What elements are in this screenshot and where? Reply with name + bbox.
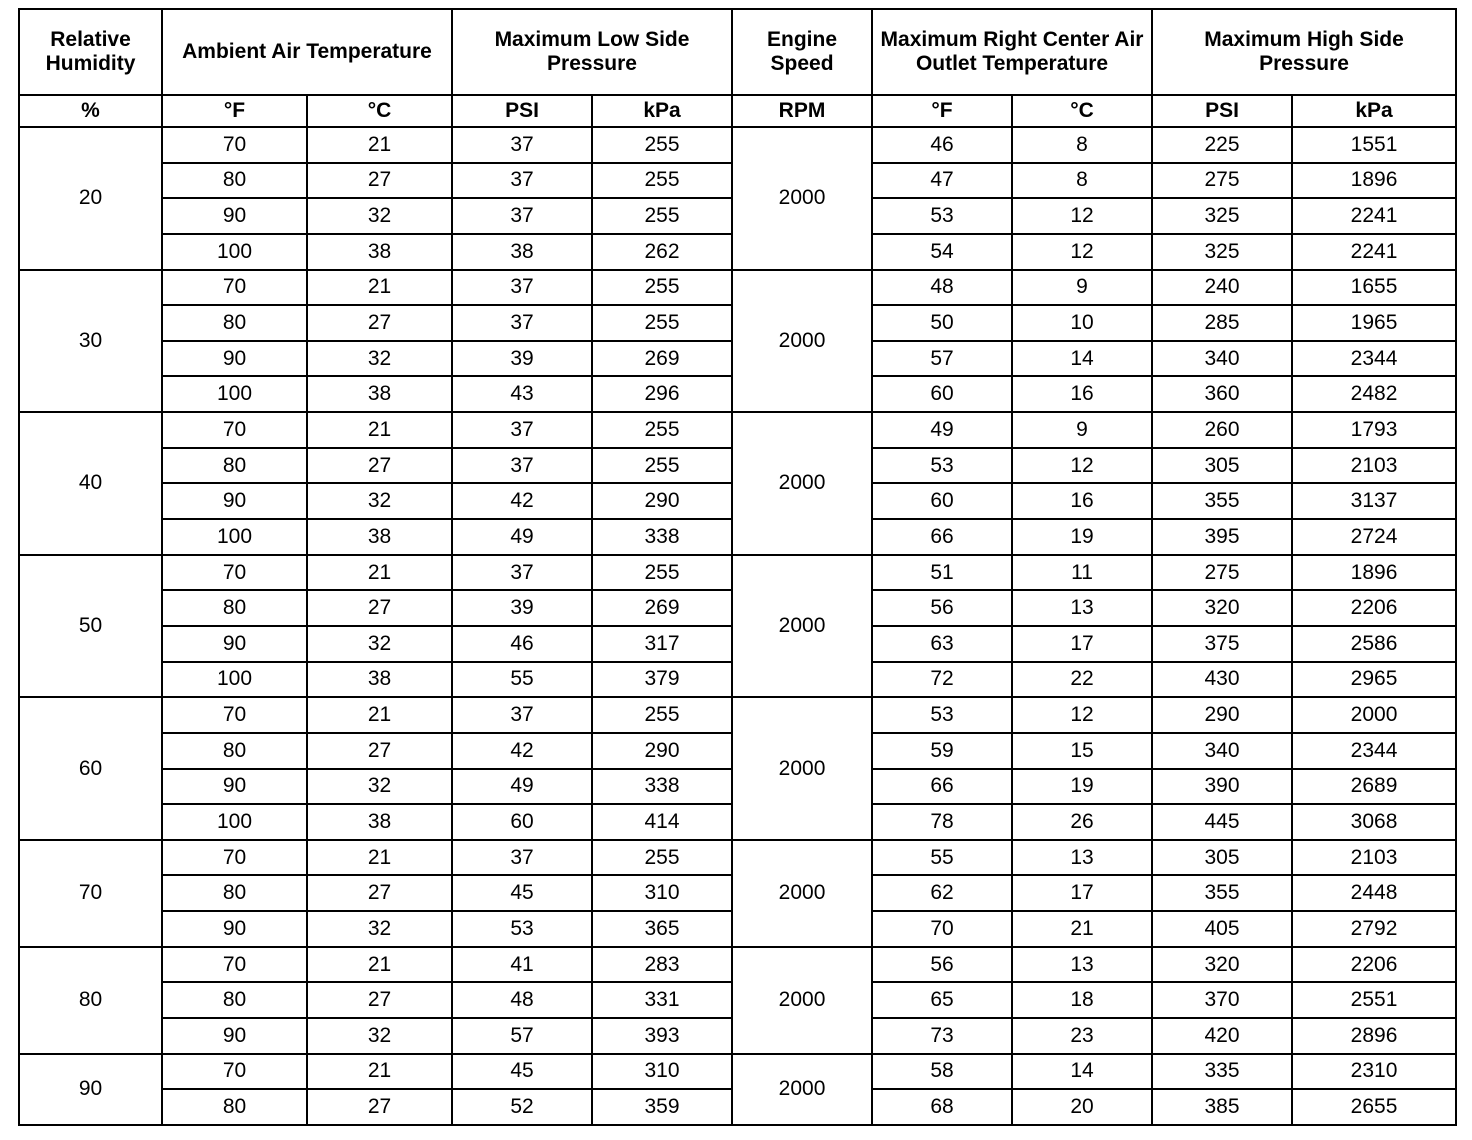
outlet-f-cell: 65 [872, 982, 1012, 1018]
outlet-f-cell: 59 [872, 733, 1012, 769]
outlet-c-cell: 12 [1012, 448, 1152, 484]
low-kpa-cell: 331 [592, 982, 732, 1018]
low-kpa-cell: 290 [592, 733, 732, 769]
low-kpa-cell: 365 [592, 911, 732, 947]
table-row [19, 555, 1456, 591]
low-psi-cell: 49 [452, 519, 592, 555]
low-psi-cell: 42 [452, 733, 592, 769]
ambient-f-cell: 80 [162, 875, 307, 911]
outlet-c-cell: 13 [1012, 947, 1152, 983]
unit-outlet-f: °F [872, 95, 1012, 127]
outlet-c-cell: 18 [1012, 982, 1152, 1018]
ambient-c-cell: 32 [307, 911, 452, 947]
engine-speed-cell: 2000 [732, 840, 872, 947]
ambient-f-cell: 80 [162, 1089, 307, 1125]
unit-outlet-c: °C [1012, 95, 1152, 127]
outlet-f-cell: 58 [872, 1054, 1012, 1090]
ambient-c-cell: 38 [307, 662, 452, 698]
outlet-c-cell: 23 [1012, 1018, 1152, 1054]
ambient-c-cell: 27 [307, 590, 452, 626]
ambient-c-cell: 27 [307, 305, 452, 341]
outlet-c-cell: 17 [1012, 875, 1152, 911]
ambient-c-cell: 27 [307, 733, 452, 769]
ambient-f-cell: 100 [162, 662, 307, 698]
unit-rh-percent: % [19, 95, 162, 127]
low-kpa-cell: 379 [592, 662, 732, 698]
low-psi-cell: 37 [452, 555, 592, 591]
outlet-c-cell: 16 [1012, 483, 1152, 519]
header-engine-speed: Engine Speed [732, 9, 872, 95]
low-psi-cell: 37 [452, 270, 592, 306]
high-psi-cell: 335 [1152, 1054, 1292, 1090]
unit-low-kpa: kPa [592, 95, 732, 127]
outlet-f-cell: 63 [872, 626, 1012, 662]
ambient-f-cell: 90 [162, 198, 307, 234]
ambient-f-cell: 100 [162, 519, 307, 555]
ambient-c-cell: 38 [307, 376, 452, 412]
low-psi-cell: 45 [452, 875, 592, 911]
high-psi-cell: 325 [1152, 234, 1292, 270]
high-psi-cell: 320 [1152, 947, 1292, 983]
outlet-c-cell: 13 [1012, 590, 1152, 626]
ambient-c-cell: 38 [307, 234, 452, 270]
relative-humidity-cell: 50 [19, 555, 162, 698]
high-psi-cell: 355 [1152, 875, 1292, 911]
ambient-f-cell: 100 [162, 804, 307, 840]
ambient-c-cell: 21 [307, 555, 452, 591]
low-psi-cell: 37 [452, 127, 592, 163]
low-psi-cell: 42 [452, 483, 592, 519]
low-psi-cell: 37 [452, 305, 592, 341]
low-kpa-cell: 255 [592, 127, 732, 163]
ambient-c-cell: 21 [307, 1054, 452, 1090]
low-kpa-cell: 296 [592, 376, 732, 412]
table-row [19, 412, 1456, 448]
outlet-c-cell: 14 [1012, 1054, 1152, 1090]
outlet-c-cell: 19 [1012, 769, 1152, 805]
outlet-c-cell: 14 [1012, 341, 1152, 377]
outlet-c-cell: 9 [1012, 412, 1152, 448]
ambient-f-cell: 80 [162, 305, 307, 341]
table-row [19, 127, 1456, 163]
outlet-f-cell: 73 [872, 1018, 1012, 1054]
ambient-f-cell: 90 [162, 1018, 307, 1054]
outlet-f-cell: 70 [872, 911, 1012, 947]
ambient-c-cell: 32 [307, 626, 452, 662]
high-kpa-cell: 2000 [1292, 697, 1456, 733]
table-row [19, 697, 1456, 733]
outlet-c-cell: 16 [1012, 376, 1152, 412]
ambient-f-cell: 70 [162, 270, 307, 306]
low-psi-cell: 45 [452, 1054, 592, 1090]
table-row [19, 1054, 1456, 1090]
ambient-f-cell: 90 [162, 341, 307, 377]
outlet-f-cell: 68 [872, 1089, 1012, 1125]
ambient-f-cell: 70 [162, 412, 307, 448]
engine-speed-cell: 2000 [732, 555, 872, 698]
high-kpa-cell: 2310 [1292, 1054, 1456, 1090]
low-psi-cell: 37 [452, 412, 592, 448]
engine-speed-cell: 2000 [732, 697, 872, 840]
ambient-c-cell: 27 [307, 875, 452, 911]
outlet-c-cell: 8 [1012, 127, 1152, 163]
ambient-c-cell: 32 [307, 341, 452, 377]
engine-speed-cell: 2000 [732, 412, 872, 555]
high-psi-cell: 420 [1152, 1018, 1292, 1054]
outlet-f-cell: 55 [872, 840, 1012, 876]
low-kpa-cell: 310 [592, 875, 732, 911]
high-psi-cell: 260 [1152, 412, 1292, 448]
high-kpa-cell: 3137 [1292, 483, 1456, 519]
low-psi-cell: 37 [452, 697, 592, 733]
high-psi-cell: 445 [1152, 804, 1292, 840]
unit-high-psi: PSI [1152, 95, 1292, 127]
outlet-c-cell: 12 [1012, 697, 1152, 733]
ambient-c-cell: 38 [307, 519, 452, 555]
engine-speed-cell: 2000 [732, 270, 872, 413]
ambient-c-cell: 27 [307, 448, 452, 484]
outlet-c-cell: 21 [1012, 911, 1152, 947]
high-psi-cell: 385 [1152, 1089, 1292, 1125]
high-psi-cell: 305 [1152, 840, 1292, 876]
low-psi-cell: 39 [452, 590, 592, 626]
outlet-f-cell: 48 [872, 270, 1012, 306]
high-kpa-cell: 2448 [1292, 875, 1456, 911]
high-kpa-cell: 2482 [1292, 376, 1456, 412]
header-ambient-air-temperature: Ambient Air Temperature [162, 9, 452, 95]
outlet-f-cell: 62 [872, 875, 1012, 911]
ambient-f-cell: 90 [162, 769, 307, 805]
high-psi-cell: 390 [1152, 769, 1292, 805]
low-kpa-cell: 393 [592, 1018, 732, 1054]
low-psi-cell: 37 [452, 448, 592, 484]
outlet-f-cell: 57 [872, 341, 1012, 377]
high-kpa-cell: 2724 [1292, 519, 1456, 555]
ambient-f-cell: 90 [162, 483, 307, 519]
high-kpa-cell: 2586 [1292, 626, 1456, 662]
low-kpa-cell: 283 [592, 947, 732, 983]
low-psi-cell: 46 [452, 626, 592, 662]
low-kpa-cell: 338 [592, 519, 732, 555]
outlet-c-cell: 13 [1012, 840, 1152, 876]
low-kpa-cell: 255 [592, 163, 732, 199]
outlet-f-cell: 53 [872, 448, 1012, 484]
low-psi-cell: 53 [452, 911, 592, 947]
high-kpa-cell: 3068 [1292, 804, 1456, 840]
low-psi-cell: 41 [452, 947, 592, 983]
unit-high-kpa: kPa [1292, 95, 1456, 127]
high-kpa-cell: 1896 [1292, 163, 1456, 199]
high-psi-cell: 305 [1152, 448, 1292, 484]
engine-speed-cell: 2000 [732, 127, 872, 270]
ambient-c-cell: 21 [307, 697, 452, 733]
high-psi-cell: 340 [1152, 341, 1292, 377]
header-max-high-side-pressure: Maximum High Side Pressure [1152, 9, 1456, 95]
outlet-f-cell: 46 [872, 127, 1012, 163]
high-kpa-cell: 2896 [1292, 1018, 1456, 1054]
relative-humidity-cell: 30 [19, 270, 162, 413]
header-relative-humidity: Relative Humidity [19, 9, 162, 95]
high-psi-cell: 275 [1152, 555, 1292, 591]
relative-humidity-cell: 80 [19, 947, 162, 1054]
high-psi-cell: 320 [1152, 590, 1292, 626]
low-psi-cell: 39 [452, 341, 592, 377]
high-psi-cell: 375 [1152, 626, 1292, 662]
ambient-c-cell: 32 [307, 769, 452, 805]
ambient-f-cell: 70 [162, 840, 307, 876]
low-kpa-cell: 255 [592, 270, 732, 306]
high-psi-cell: 405 [1152, 911, 1292, 947]
outlet-f-cell: 54 [872, 234, 1012, 270]
outlet-f-cell: 56 [872, 947, 1012, 983]
high-psi-cell: 285 [1152, 305, 1292, 341]
high-kpa-cell: 2103 [1292, 448, 1456, 484]
low-kpa-cell: 255 [592, 305, 732, 341]
low-kpa-cell: 255 [592, 555, 732, 591]
low-kpa-cell: 414 [592, 804, 732, 840]
high-psi-cell: 340 [1152, 733, 1292, 769]
low-kpa-cell: 255 [592, 697, 732, 733]
high-kpa-cell: 2103 [1292, 840, 1456, 876]
low-kpa-cell: 359 [592, 1089, 732, 1125]
outlet-c-cell: 11 [1012, 555, 1152, 591]
ambient-c-cell: 27 [307, 1089, 452, 1125]
low-psi-cell: 38 [452, 234, 592, 270]
ambient-f-cell: 90 [162, 911, 307, 947]
ambient-c-cell: 38 [307, 804, 452, 840]
outlet-c-cell: 17 [1012, 626, 1152, 662]
high-psi-cell: 290 [1152, 697, 1292, 733]
low-kpa-cell: 269 [592, 590, 732, 626]
outlet-f-cell: 51 [872, 555, 1012, 591]
outlet-f-cell: 66 [872, 769, 1012, 805]
table-row [19, 270, 1456, 306]
low-kpa-cell: 338 [592, 769, 732, 805]
low-kpa-cell: 290 [592, 483, 732, 519]
engine-speed-cell: 2000 [732, 1054, 872, 1125]
high-psi-cell: 360 [1152, 376, 1292, 412]
high-kpa-cell: 2965 [1292, 662, 1456, 698]
table-body [19, 127, 1456, 1125]
ambient-c-cell: 21 [307, 840, 452, 876]
ambient-c-cell: 21 [307, 127, 452, 163]
header-max-low-side-pressure: Maximum Low Side Pressure [452, 9, 732, 95]
ambient-f-cell: 70 [162, 1054, 307, 1090]
relative-humidity-cell: 90 [19, 1054, 162, 1125]
unit-low-psi: PSI [452, 95, 592, 127]
high-psi-cell: 325 [1152, 198, 1292, 234]
outlet-f-cell: 60 [872, 376, 1012, 412]
outlet-c-cell: 12 [1012, 198, 1152, 234]
ambient-c-cell: 32 [307, 198, 452, 234]
ambient-f-cell: 100 [162, 234, 307, 270]
low-psi-cell: 37 [452, 198, 592, 234]
high-psi-cell: 370 [1152, 982, 1292, 1018]
outlet-f-cell: 49 [872, 412, 1012, 448]
high-psi-cell: 355 [1152, 483, 1292, 519]
low-kpa-cell: 255 [592, 412, 732, 448]
ambient-f-cell: 70 [162, 127, 307, 163]
relative-humidity-cell: 60 [19, 697, 162, 840]
low-kpa-cell: 255 [592, 840, 732, 876]
ambient-f-cell: 70 [162, 555, 307, 591]
high-kpa-cell: 2344 [1292, 341, 1456, 377]
ambient-c-cell: 21 [307, 947, 452, 983]
ambient-f-cell: 80 [162, 590, 307, 626]
low-psi-cell: 55 [452, 662, 592, 698]
ambient-f-cell: 80 [162, 163, 307, 199]
ambient-c-cell: 32 [307, 483, 452, 519]
high-psi-cell: 275 [1152, 163, 1292, 199]
table-row [19, 947, 1456, 983]
outlet-f-cell: 50 [872, 305, 1012, 341]
unit-rpm: RPM [732, 95, 872, 127]
high-kpa-cell: 2206 [1292, 590, 1456, 626]
low-kpa-cell: 255 [592, 448, 732, 484]
ambient-f-cell: 70 [162, 697, 307, 733]
outlet-c-cell: 15 [1012, 733, 1152, 769]
outlet-f-cell: 53 [872, 697, 1012, 733]
high-kpa-cell: 1965 [1292, 305, 1456, 341]
low-kpa-cell: 255 [592, 198, 732, 234]
unit-ambient-f: °F [162, 95, 307, 127]
high-psi-cell: 240 [1152, 270, 1292, 306]
low-kpa-cell: 317 [592, 626, 732, 662]
high-kpa-cell: 1793 [1292, 412, 1456, 448]
relative-humidity-cell: 20 [19, 127, 162, 270]
unit-ambient-c: °C [307, 95, 452, 127]
outlet-c-cell: 9 [1012, 270, 1152, 306]
ambient-c-cell: 27 [307, 982, 452, 1018]
high-kpa-cell: 2792 [1292, 911, 1456, 947]
low-psi-cell: 57 [452, 1018, 592, 1054]
table-row [19, 840, 1456, 876]
low-psi-cell: 43 [452, 376, 592, 412]
ambient-c-cell: 21 [307, 412, 452, 448]
high-kpa-cell: 2689 [1292, 769, 1456, 805]
high-kpa-cell: 2241 [1292, 198, 1456, 234]
unit-header-row [19, 95, 1456, 127]
high-kpa-cell: 1655 [1292, 270, 1456, 306]
low-psi-cell: 37 [452, 163, 592, 199]
outlet-c-cell: 20 [1012, 1089, 1152, 1125]
low-psi-cell: 37 [452, 840, 592, 876]
outlet-f-cell: 72 [872, 662, 1012, 698]
high-kpa-cell: 2241 [1292, 234, 1456, 270]
ambient-f-cell: 80 [162, 982, 307, 1018]
outlet-f-cell: 56 [872, 590, 1012, 626]
low-psi-cell: 49 [452, 769, 592, 805]
ambient-f-cell: 80 [162, 733, 307, 769]
high-kpa-cell: 1896 [1292, 555, 1456, 591]
group-header-row [19, 9, 1456, 95]
outlet-f-cell: 66 [872, 519, 1012, 555]
high-kpa-cell: 2551 [1292, 982, 1456, 1018]
outlet-c-cell: 26 [1012, 804, 1152, 840]
ac-performance-table [18, 8, 1457, 1126]
low-psi-cell: 48 [452, 982, 592, 1018]
outlet-c-cell: 8 [1012, 163, 1152, 199]
ambient-f-cell: 100 [162, 376, 307, 412]
ambient-f-cell: 90 [162, 626, 307, 662]
outlet-f-cell: 47 [872, 163, 1012, 199]
high-kpa-cell: 2344 [1292, 733, 1456, 769]
high-psi-cell: 225 [1152, 127, 1292, 163]
high-psi-cell: 395 [1152, 519, 1292, 555]
ambient-c-cell: 27 [307, 163, 452, 199]
high-psi-cell: 430 [1152, 662, 1292, 698]
ambient-f-cell: 70 [162, 947, 307, 983]
outlet-c-cell: 10 [1012, 305, 1152, 341]
low-kpa-cell: 269 [592, 341, 732, 377]
relative-humidity-cell: 40 [19, 412, 162, 555]
relative-humidity-cell: 70 [19, 840, 162, 947]
engine-speed-cell: 2000 [732, 947, 872, 1054]
low-psi-cell: 60 [452, 804, 592, 840]
high-kpa-cell: 2655 [1292, 1089, 1456, 1125]
outlet-c-cell: 19 [1012, 519, 1152, 555]
outlet-f-cell: 78 [872, 804, 1012, 840]
ambient-c-cell: 32 [307, 1018, 452, 1054]
header-max-outlet-temperature: Maximum Right Center Air Outlet Temperature [872, 9, 1152, 95]
low-kpa-cell: 310 [592, 1054, 732, 1090]
ambient-f-cell: 80 [162, 448, 307, 484]
ambient-c-cell: 21 [307, 270, 452, 306]
outlet-c-cell: 12 [1012, 234, 1152, 270]
outlet-f-cell: 60 [872, 483, 1012, 519]
low-kpa-cell: 262 [592, 234, 732, 270]
high-kpa-cell: 1551 [1292, 127, 1456, 163]
outlet-f-cell: 53 [872, 198, 1012, 234]
outlet-c-cell: 22 [1012, 662, 1152, 698]
high-kpa-cell: 2206 [1292, 947, 1456, 983]
low-psi-cell: 52 [452, 1089, 592, 1125]
